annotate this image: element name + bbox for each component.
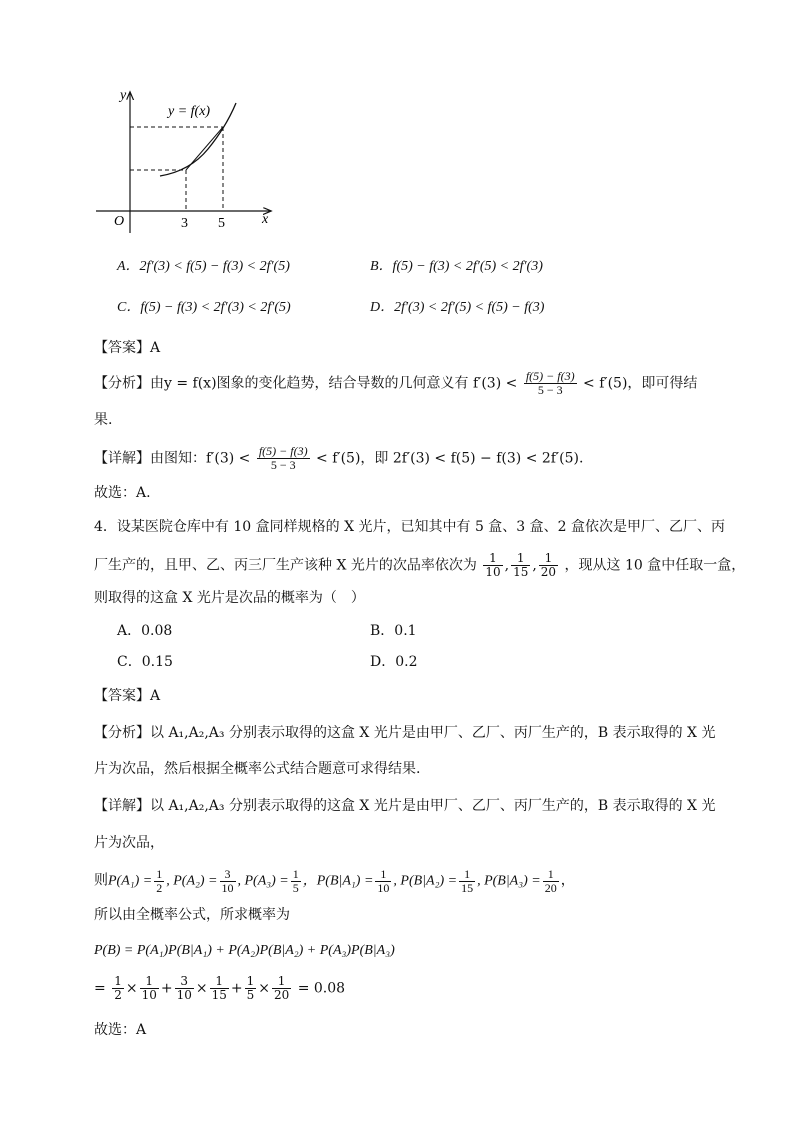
q4-option-b[interactable]: B．0.1 [370, 623, 417, 639]
analysis-text: 以 A₁,A₂,A₃ 分别表示取得的这盒 X 光片是由甲厂、乙厂、丙厂生产的，B 表示取得的 X 光 [150, 725, 716, 741]
p-b-given-a2: , P(B|A₂) = [393, 873, 458, 889]
detail-text: 由图知：f′(3) < [150, 450, 251, 467]
equals-sign: = [94, 980, 106, 997]
q3-option-c[interactable]: C．f(5) − f(3) < 2f′(3) < 2f′(5) [117, 300, 291, 315]
q4-total-intro: 所以由全概率公式，所求概率为 [94, 907, 290, 923]
tick-label-3: 3 [181, 216, 188, 231]
answer-value: A [150, 688, 161, 704]
frac-denominator: 5 [246, 988, 255, 1002]
analysis-text: 由y = f(x)图象的变化趋势，结合导数的几何意义有 f′(3) < [150, 375, 518, 392]
detail-text-end: < f′(5)，即 2f′(3) < f(5) − f(3) < 2f′(5). [316, 450, 584, 467]
frac [154, 868, 164, 895]
frac-denominator: 15 [211, 988, 227, 1002]
answer-tag: 【答案】 [94, 688, 150, 704]
curve-label: y = f(x) [168, 104, 211, 119]
defect-rate-a [483, 552, 502, 579]
plus-sign: + [230, 980, 243, 997]
frac-denominator: 15 [461, 881, 474, 895]
analysis-text-end: < f′(5)，即可得结 [583, 375, 698, 392]
times-sign: × [258, 980, 270, 997]
q4-detail-line2: 片为次品， [94, 835, 164, 851]
difference-quotient [524, 370, 577, 397]
detail-text: 以 A₁,A₂,A₃ 分别表示取得的这盒 X 光片是由甲厂、乙厂、丙厂生产的，B 表示取得的 X 光 [150, 798, 716, 814]
q4-choose: 故选：A [94, 1022, 147, 1038]
frac [220, 868, 236, 895]
frac-numerator: 1 [292, 867, 299, 881]
frac [543, 868, 559, 895]
frac-denominator: 2 [156, 881, 163, 895]
frac [210, 975, 229, 1002]
frac-numerator: 1 [140, 975, 159, 989]
defect-rate-c [539, 552, 558, 579]
frac-numerator: 1 [246, 974, 255, 988]
y-axis-label: y [120, 88, 127, 103]
q4-option-a[interactable]: A．0.08 [117, 623, 173, 639]
then-word: 则 [94, 873, 108, 889]
answer-tag: 【答案】 [94, 340, 150, 356]
frac [291, 868, 301, 895]
frac-numerator: 3 [220, 868, 236, 882]
frac-denominator: 5 − 3 [537, 383, 563, 397]
calc-result: = 0.08 [297, 980, 346, 997]
q3-option-b[interactable]: B．f(5) − f(3) < 2f′(5) < 2f′(3) [370, 259, 543, 274]
answer-value: A [150, 340, 161, 356]
detail-tag: 【详解】 [94, 798, 150, 814]
frac-numerator: 1 [272, 975, 291, 989]
times-sign: × [195, 980, 208, 997]
q3-option-d[interactable]: D．2f′(3) < 2f′(5) < f(5) − f(3) [370, 300, 545, 315]
frac-denominator: 20 [540, 565, 557, 579]
q4-answer-line [94, 686, 160, 706]
frac-denominator: 20 [544, 881, 557, 895]
origin-label: O [114, 214, 125, 229]
q3-analysis [94, 370, 697, 397]
frac-numerator: 1 [114, 974, 122, 988]
secant [186, 127, 223, 170]
frac [112, 975, 124, 1002]
p-a2: , P(A₂) = [166, 873, 218, 889]
analysis-tag: 【分析】 [94, 725, 150, 741]
x-axis-label: x [262, 212, 269, 227]
frac-numerator: 1 [459, 868, 475, 882]
frac-denominator: 15 [513, 565, 529, 579]
frac-denominator: 10 [377, 881, 390, 895]
frac-denominator: 10 [485, 565, 501, 579]
frac-numerator: 1 [483, 552, 502, 566]
q4-stem-text-end: ，现从这 10 盒中任取一盒， [564, 557, 746, 574]
frac-denominator: 2 [114, 988, 122, 1002]
frac-denominator: 5 − 3 [270, 458, 296, 472]
detail-tag: 【详解】 [94, 450, 150, 467]
tick-label-5: 5 [218, 216, 225, 231]
q3-option-a[interactable]: A．2f′(3) < f(5) − f(3) < 2f′(5) [117, 259, 290, 274]
frac [459, 868, 475, 895]
q3-choose: 故选：A. [94, 485, 151, 501]
q4-option-d[interactable]: D．0.2 [370, 654, 418, 670]
function-graph [90, 85, 290, 235]
frac [272, 975, 291, 1002]
frac-numerator: 1 [375, 868, 391, 882]
plus-sign: + [160, 980, 173, 997]
q3-analysis-line2: 果. [94, 412, 113, 428]
defect-rate-b [511, 552, 530, 579]
frac [375, 868, 391, 895]
frac-numerator: 1 [156, 867, 163, 881]
frac [245, 975, 257, 1002]
p-a1: P(A₁) = [108, 873, 153, 889]
frac-numerator: 1 [511, 552, 530, 566]
frac-numerator: f(5) − f(3) [525, 369, 575, 383]
q4-probabilities [94, 868, 575, 895]
frac [140, 975, 159, 1002]
frac-denominator: 10 [221, 881, 234, 895]
frac-numerator: f(5) − f(3) [258, 444, 308, 458]
q4-stem-line2: 厂生产的，且甲、乙、丙三厂生产该种 X 光片的次品率依次为 $\frac{1}{10}$ , $\frac{1}{15}$ , $\frac{1}{20}$ ，现从这 10 盒中任取一盒， [94, 551, 746, 579]
q3-answer-line [94, 338, 160, 358]
p-a3: , P(A₃) = [237, 873, 289, 889]
frac-numerator: 1 [210, 975, 229, 989]
q4-stem-text: 厂生产的，且甲、乙、丙三厂生产该种 X 光片的次品率依次为 [94, 557, 477, 574]
frac-denominator: 20 [273, 988, 290, 1002]
frac [175, 975, 194, 1002]
frac-numerator: 3 [175, 975, 194, 989]
frac-denominator: 10 [176, 988, 192, 1002]
q4-stem-line1: 4．设某医院仓库中有 10 盒同样规格的 X 光片，已知其中有 5 盒、3 盒、2 盒依次是甲厂、乙厂、丙 [94, 519, 726, 535]
q4-total-formula: P(B) = P(A₁)P(B|A₁) + P(A₂)P(B|A₂) + P(A₃)P(B|A₃) [94, 943, 395, 958]
q4-stem-line3: 则取得的这盒 X 光片是次品的概率为（ ） [94, 590, 365, 606]
frac-denominator: 5 [292, 881, 299, 895]
q4-analysis-line2: 片为次品，然后根据全概率公式结合题意可求得结果. [94, 761, 421, 777]
p-b-given-a3: , P(B|A₃) = [477, 873, 541, 889]
q4-option-c[interactable]: C．0.15 [117, 654, 173, 670]
q4-calculation [94, 975, 345, 1002]
q4-detail-line1 [94, 796, 715, 816]
p-b-given-a1: ，P(B|A₁) = [302, 873, 374, 889]
q3-detail [94, 445, 583, 472]
q4-analysis-line1 [94, 723, 715, 743]
times-sign: × [125, 980, 138, 997]
frac-numerator: 1 [543, 868, 559, 882]
comma: ， [560, 873, 575, 889]
frac-denominator: 10 [141, 988, 157, 1002]
difference-quotient [257, 445, 310, 472]
analysis-tag: 【分析】 [94, 375, 150, 392]
frac-numerator: 1 [539, 552, 558, 566]
